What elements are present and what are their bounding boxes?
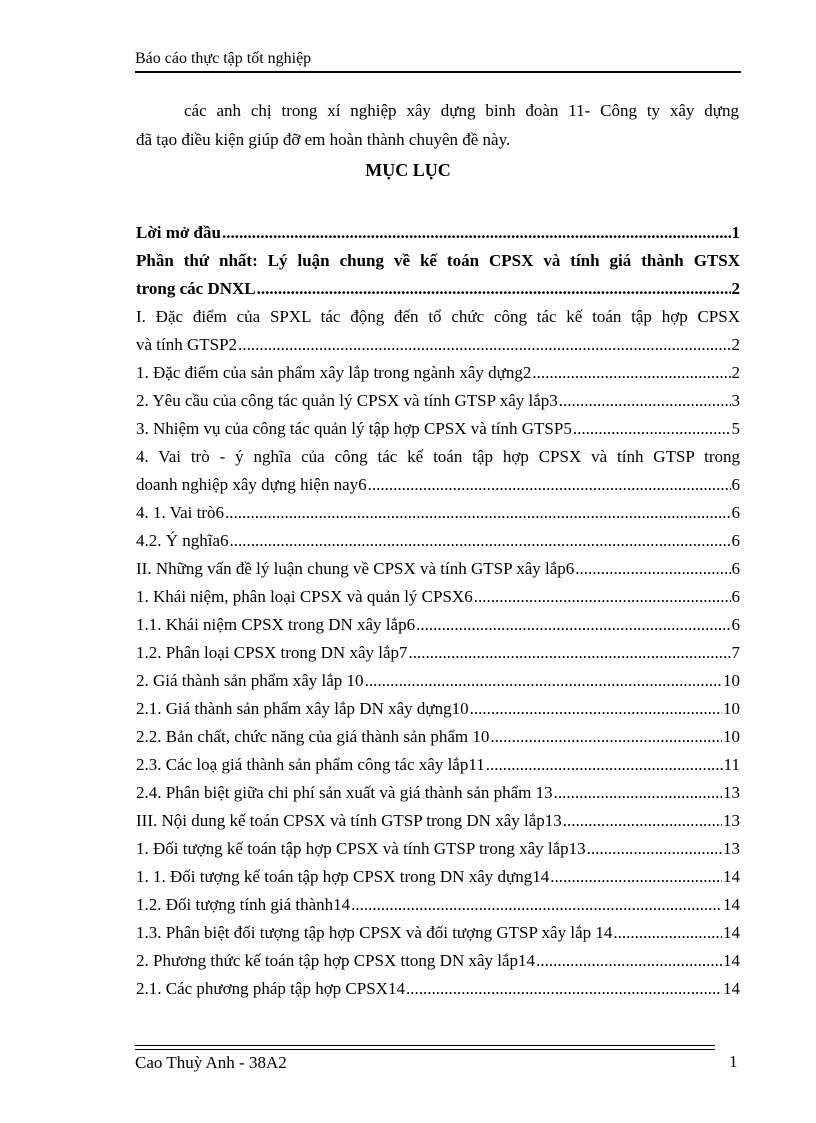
toc-entry	[136, 891, 740, 919]
toc-entry	[136, 583, 740, 611]
toc-entry-page: 6	[731, 587, 740, 606]
toc-entry-text: 1. 1. Đối tượng kế toán tập hợp CPSX trong DN xây dựng14	[136, 867, 550, 886]
dot-leader	[222, 219, 731, 247]
toc-entry-text: 2.3. Các loạ giá thành sản phẩm công tác xây lắp11	[136, 755, 485, 774]
toc-entry-text: 2. Yêu cầu của công tác quản lý CPSX và tính GTSP xây lắp3	[136, 391, 558, 410]
toc-entry-page: 6	[731, 559, 740, 578]
dot-leader	[563, 807, 722, 835]
toc-entry-page: 6	[731, 615, 740, 634]
toc-entry	[136, 695, 740, 723]
dot-leader	[474, 583, 731, 611]
toc-entry-page: 10	[723, 727, 740, 746]
toc-entry-page: 11	[723, 755, 740, 774]
toc-entry	[136, 415, 740, 443]
toc-entry-page: 2	[731, 279, 740, 298]
footer-author: Cao Thuỳ Anh - 38A2	[135, 1053, 287, 1072]
dot-leader	[365, 667, 722, 695]
toc-entry-text: 2.2. Bản chất, chức năng của giá thành sản phẩm 10	[136, 727, 490, 746]
intro-line-2: đã tạo điều kiện giúp đỡ em hoàn thành chuyên đề này.	[136, 130, 511, 149]
toc-entry	[136, 779, 740, 807]
dot-leader	[573, 415, 731, 443]
toc-entry	[136, 555, 740, 583]
toc-entry-text: 1.3. Phân biệt đối tượng tập hợp CPSX và đối tượng GTSP xây lắp 14	[136, 923, 613, 942]
toc-entry-text: 3. Nhiệm vụ của công tác quản lý tập hợp CPSX và tính GTSP5	[136, 419, 572, 438]
toc-entry-page: 13	[723, 839, 740, 858]
toc-entry	[136, 835, 740, 863]
toc-entry-page: 7	[731, 643, 740, 662]
toc-entry	[136, 723, 740, 751]
dot-leader	[368, 471, 731, 499]
toc-entry	[136, 331, 740, 359]
toc-entry-text: 1.1. Khái niệm CPSX trong DN xây lắp6	[136, 615, 416, 634]
toc-entry	[136, 387, 740, 415]
toc-entry-text: và tính GTSP2	[136, 335, 238, 354]
dot-leader	[613, 919, 722, 947]
toc-entry-page: 13	[723, 783, 740, 802]
footer-rule-double	[135, 1049, 715, 1050]
table-of-contents	[136, 219, 740, 1003]
dot-leader	[409, 639, 731, 667]
toc-entry	[136, 639, 740, 667]
dot-leader	[230, 527, 731, 555]
toc-entry-text: 1. Đặc điểm của sản phẩm xây lắp trong ngành xây dựng2	[136, 363, 532, 382]
dot-leader	[257, 275, 731, 303]
dot-leader	[532, 359, 730, 387]
toc-entry-page: 14	[723, 895, 740, 914]
toc-entry	[136, 499, 740, 527]
toc-entry-text: 1.2. Phân loại CPSX trong DN xây lắp7	[136, 643, 408, 662]
toc-entry-text: 1. Khái niệm, phân loại CPSX và quản lý CPSX6	[136, 587, 473, 606]
intro-line-1: các anh chị trong xí nghiệp xây dựng binh đoàn 11- Công ty xây dựng	[184, 101, 739, 120]
toc-entry-page: 2	[731, 363, 740, 382]
toc-entry-text: 2.1. Giá thành sản phẩm xây lắp DN xây dựng10	[136, 699, 469, 718]
toc-entry-text: 4. 1. Vai trò6	[136, 503, 224, 522]
dot-leader	[559, 387, 731, 415]
toc-entry	[136, 947, 740, 975]
toc-entry-text: 2. Giá thành sản phẩm xây lắp 10	[136, 671, 364, 690]
toc-entry-page: 10	[723, 699, 740, 718]
toc-entry-first-line: I. Đặc điểm của SPXL tác động đến tổ chức công tác kế toán tập hợp CPSX	[136, 307, 740, 326]
toc-entry-text: 1.2. Đối tượng tính giá thành14	[136, 895, 351, 914]
toc-entry	[136, 527, 740, 555]
dot-leader	[470, 695, 722, 723]
toc-entry-page: 6	[731, 475, 740, 494]
toc-entry	[136, 219, 740, 247]
toc-entry-text: 2.4. Phân biệt giữa chi phí sản xuất và giá thành sản phẩm 13	[136, 783, 553, 802]
toc-entry	[136, 919, 740, 947]
toc-entry	[136, 611, 740, 639]
toc-entry-page: 2	[731, 335, 740, 354]
toc-entry-page: 1	[731, 223, 740, 242]
toc-entry-first-line: 4. Vai trò - ý nghĩa của công tác kế toán tập hợp CPSX và tính GTSP trong	[136, 447, 740, 466]
toc-entry	[136, 667, 740, 695]
dot-leader	[416, 611, 730, 639]
toc-entry-page: 14	[723, 951, 740, 970]
toc-entry-text: 1. Đối tượng kế toán tập hợp CPSX và tính GTSP trong xây lắp13	[136, 839, 586, 858]
toc-entry-page: 14	[723, 923, 740, 942]
toc-entry	[136, 863, 740, 891]
dot-leader	[238, 331, 730, 359]
toc-entry-page: 14	[723, 867, 740, 886]
toc-entry	[136, 975, 740, 1003]
toc-entry-text: II. Những vấn đề lý luận chung về CPSX và tính GTSP xây lắp6	[136, 559, 575, 578]
toc-entry-text: trong các DNXL	[136, 279, 256, 298]
footer-page-number: 1	[729, 1052, 738, 1071]
header-rule	[135, 71, 741, 73]
toc-entry	[136, 751, 740, 779]
toc-entry-text: 4.2. Ý nghĩa6	[136, 531, 229, 550]
dot-leader	[351, 891, 722, 919]
dot-leader	[554, 779, 722, 807]
toc-entry-text: doanh nghiệp xây dựng hiện nay6	[136, 475, 367, 494]
footer-rule	[135, 1045, 715, 1046]
dot-leader	[587, 835, 722, 863]
toc-entry-text: III. Nội dung kế toán CPSX và tính GTSP trong DN xây lắp13	[136, 811, 562, 830]
toc-entry-page: 14	[723, 979, 740, 998]
toc-entry	[136, 807, 740, 835]
dot-leader	[575, 555, 730, 583]
toc-entry	[136, 275, 740, 303]
toc-entry-page: 3	[731, 391, 740, 410]
toc-entry-page: 5	[731, 419, 740, 438]
toc-entry-page: 6	[731, 531, 740, 550]
toc-entry	[136, 471, 740, 499]
dot-leader	[406, 975, 722, 1003]
toc-entry-first-line: Phần thứ nhất: Lý luận chung về kế toán CPSX và tính giá thành GTSX	[136, 251, 740, 270]
dot-leader	[490, 723, 722, 751]
dot-leader	[225, 499, 731, 527]
dot-leader	[486, 751, 723, 779]
toc-title: MỤC LỤC	[365, 160, 451, 180]
toc-entry-text: 2. Phương thức kế toán tập hợp CPSX ttong DN xây lắp14	[136, 951, 536, 970]
toc-entry-page: 10	[723, 671, 740, 690]
dot-leader	[536, 947, 722, 975]
dot-leader	[550, 863, 722, 891]
page-header-title: Báo cáo thực tập tốt nghiệp	[135, 50, 312, 67]
toc-entry-page: 6	[731, 503, 740, 522]
toc-entry-text: 2.1. Các phương pháp tập hợp CPSX14	[136, 979, 405, 998]
toc-entry-text: Lời mở đầu	[136, 223, 221, 242]
toc-entry-page: 13	[723, 811, 740, 830]
toc-entry	[136, 359, 740, 387]
intro-paragraph	[136, 96, 739, 154]
